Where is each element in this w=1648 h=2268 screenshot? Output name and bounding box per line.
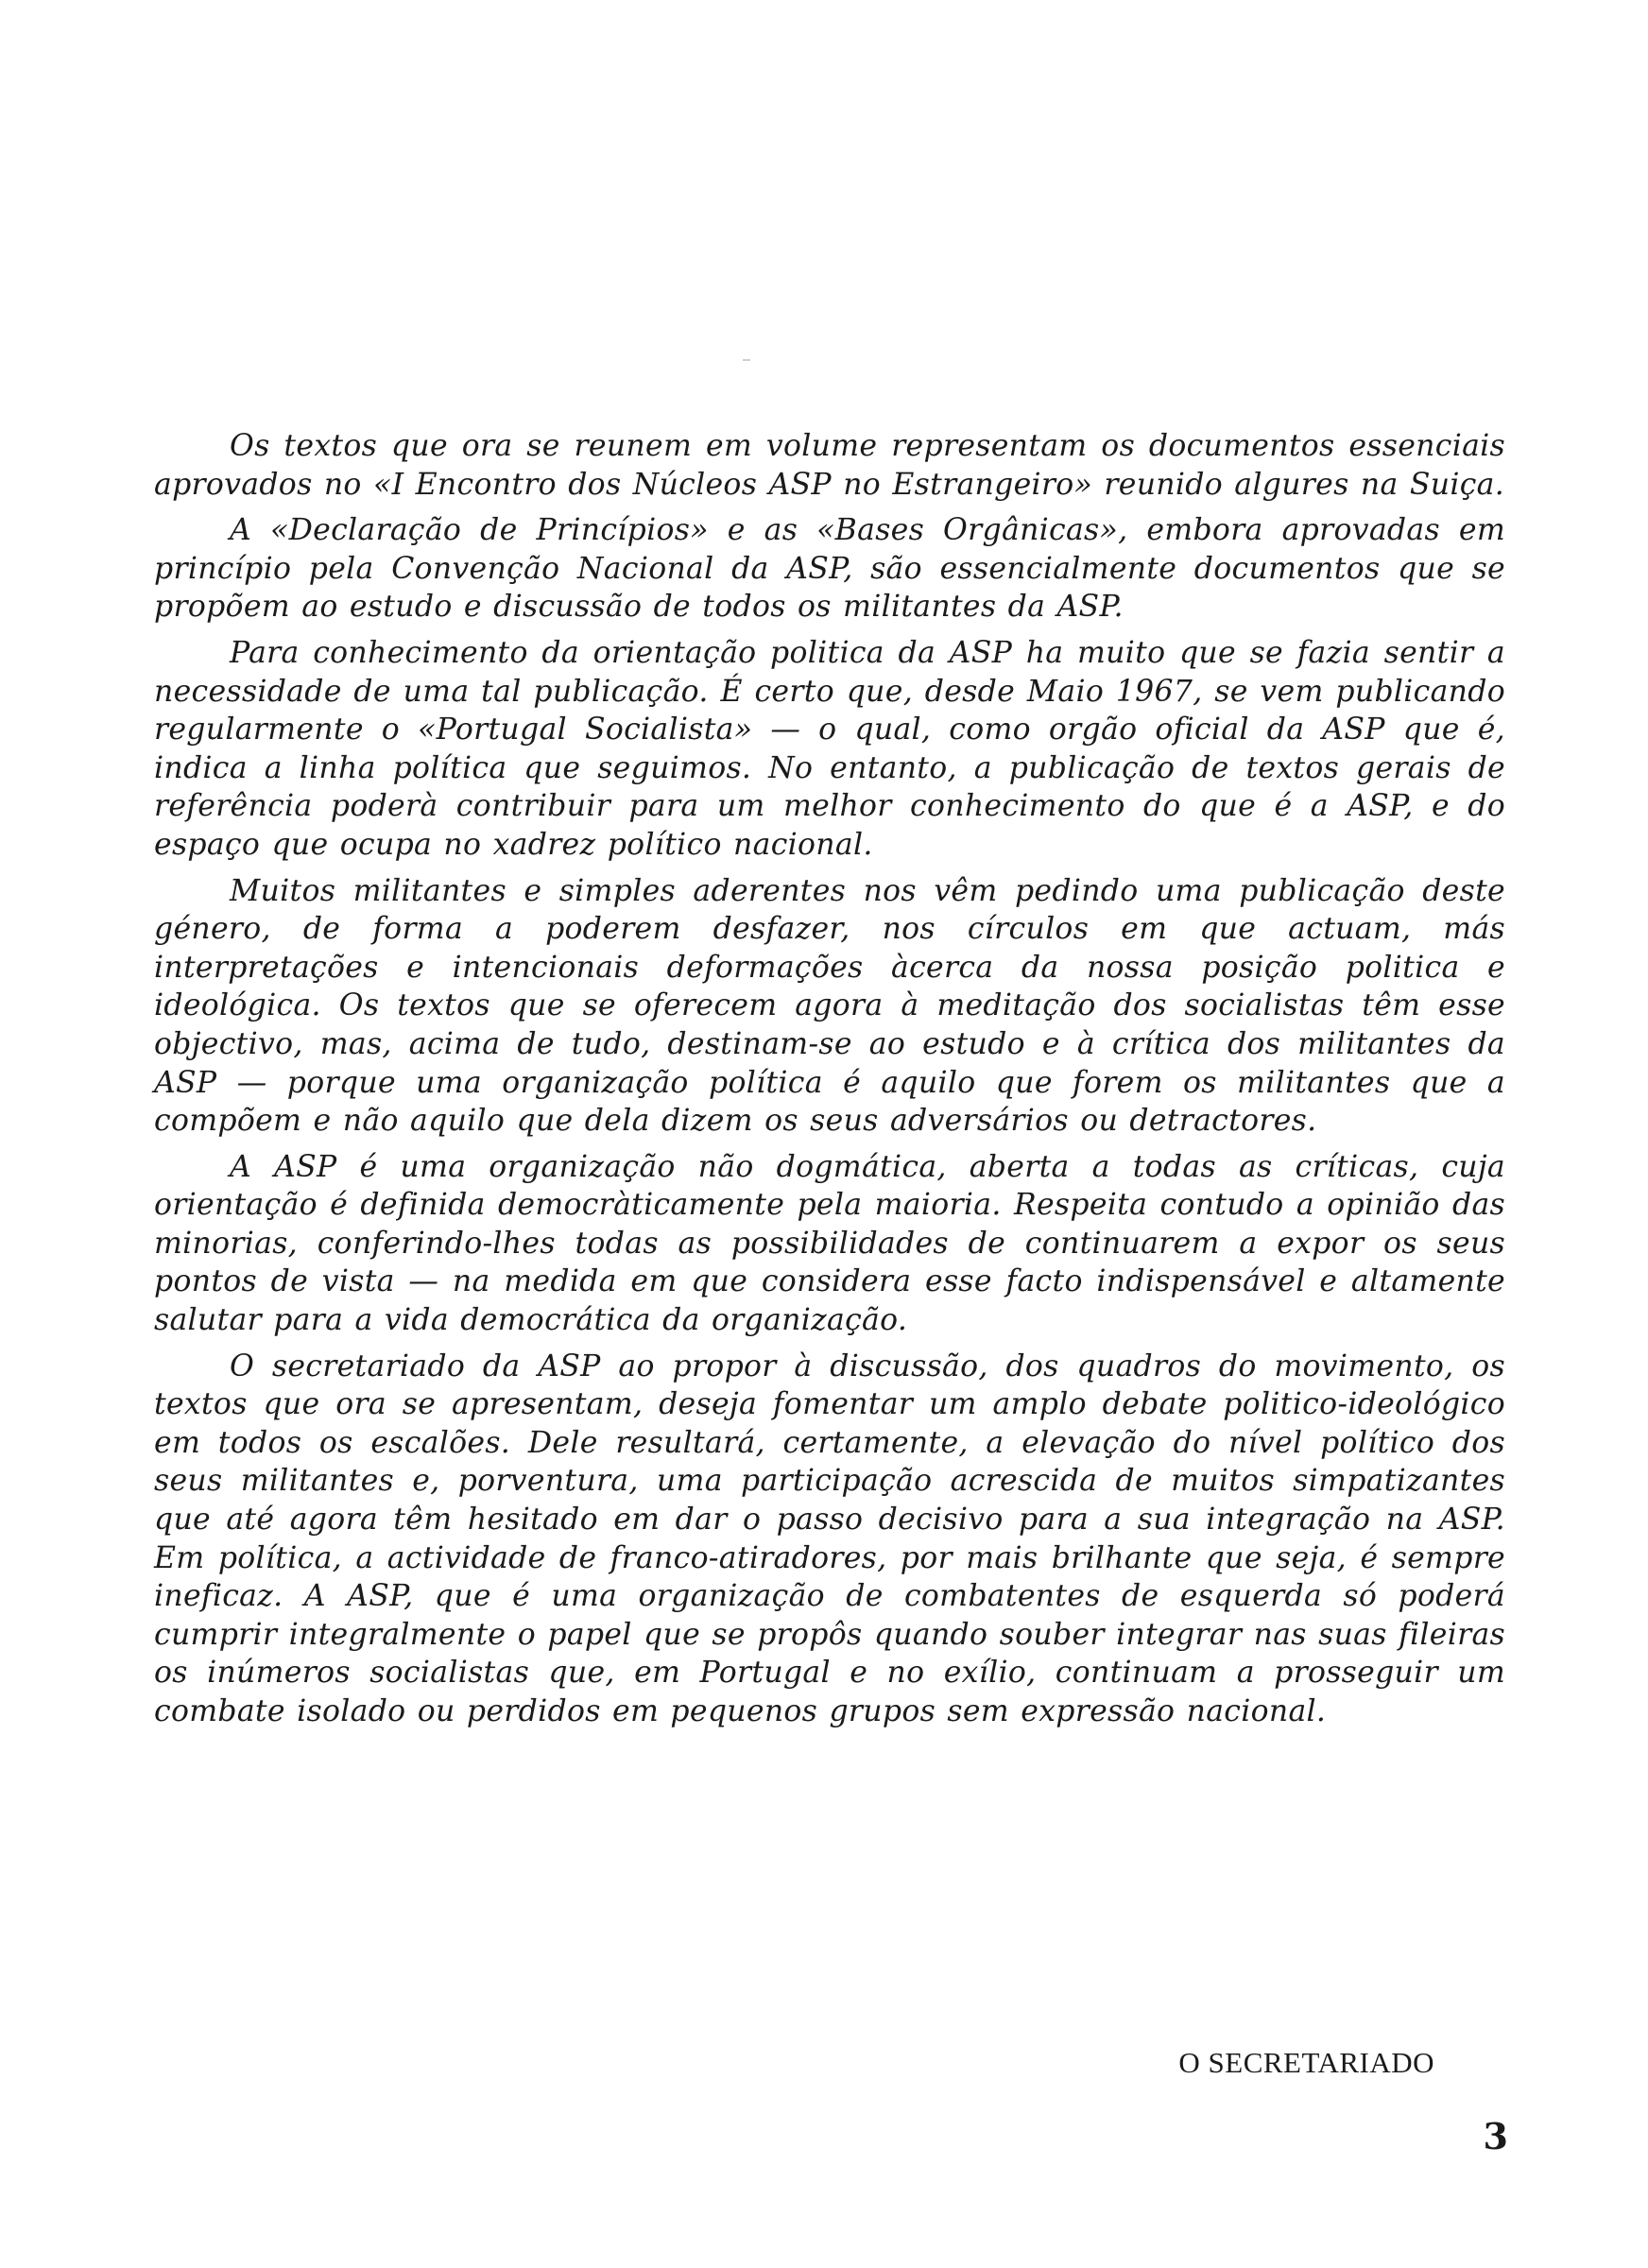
paragraph-4: Muitos militantes e simples aderentes nos vêm pedindo uma publicação deste género, de forma a poderem desfazer, nos círculos em que actuam, más interpretações e intencionais deformações àcerca da nossa posição politica e ideológica. Os textos que se oferecem agora à meditação dos socialistas têm esse objectivo, mas, acima de tudo, destinam-se ao estudo e à crítica dos militantes da ASP — porque uma organização política é aquilo que forem os militantes que a compõem e não aquilo que dela dizem os seus adversários ou detractores. bbox=[154, 873, 1505, 1139]
scan-speck bbox=[743, 359, 750, 361]
paragraph-6: O secretariado da ASP ao propor à discussão, dos quadros do movimento, os textos que ora se apresentam, deseja fomentar um amplo debate politico-ideológico em todos os escalões. Dele resultará, certamente, a elevação do nível político dos seus militantes e, porventura, uma participação acrescida de muitos simpatizantes que até agora têm hesitado em dar o passo decisivo para a sua integração na ASP. Em política, a actividade de franco-atiradores, por mais brilhante que seja, é sempre ineficaz. A ASP, que é uma organização de combatentes de esquerda só poderá cumprir integralmente o papel que se propôs quando souber integrar nas suas fileiras os inúmeros socialistas que, em Portugal e no exílio, continuam a prosseguir um combate isolado ou perdidos em pequenos grupos sem expressão nacional. bbox=[154, 1349, 1505, 1728]
paragraph-5: A ASP é uma organização não dogmática, aberta a todas as críticas, cuja orientação é definida democràticamente pela maioria. Respeita contudo a opinião das minorias, conferindo-lhes todas as possibilidades de continuarem a expor os seus pontos de vista — na medida em que considera esse facto indispensável e altamente salutar para a vida democrática da organização. bbox=[154, 1149, 1505, 1338]
signature: O SECRETARIADO bbox=[1178, 2046, 1434, 2079]
body-text bbox=[154, 427, 1505, 1731]
paragraph-2: A «Declaração de Princípios» e as «Bases Orgânicas», embora aprovadas em princípio pela Convenção Nacional da ASP, são essencialmente documentos que se propõem ao estudo e discussão de todos os militantes da ASP. bbox=[154, 513, 1505, 625]
paragraph-3: Para conhecimento da orientação politica da ASP ha muito que se fazia sentir a necessidade de uma tal publicação. É certo que, desde Maio 1967, se vem publicando regularmente o «Portugal Socialista» — o qual, como orgão oficial da ASP que é, indica a linha política que seguimos. No entanto, a publicação de textos gerais de referência poderà contribuir para um melhor conhecimento do que é a ASP, e do espaço que ocupa no xadrez político nacional. bbox=[154, 635, 1505, 862]
page-number: 3 bbox=[1483, 2115, 1508, 2157]
paragraph-1: Os textos que ora se reunem em volume representam os documentos essenciais aprovados no «I Encontro dos Núcleos ASP no Estrangeiro» reunido algures na Suiça. bbox=[154, 429, 1505, 502]
